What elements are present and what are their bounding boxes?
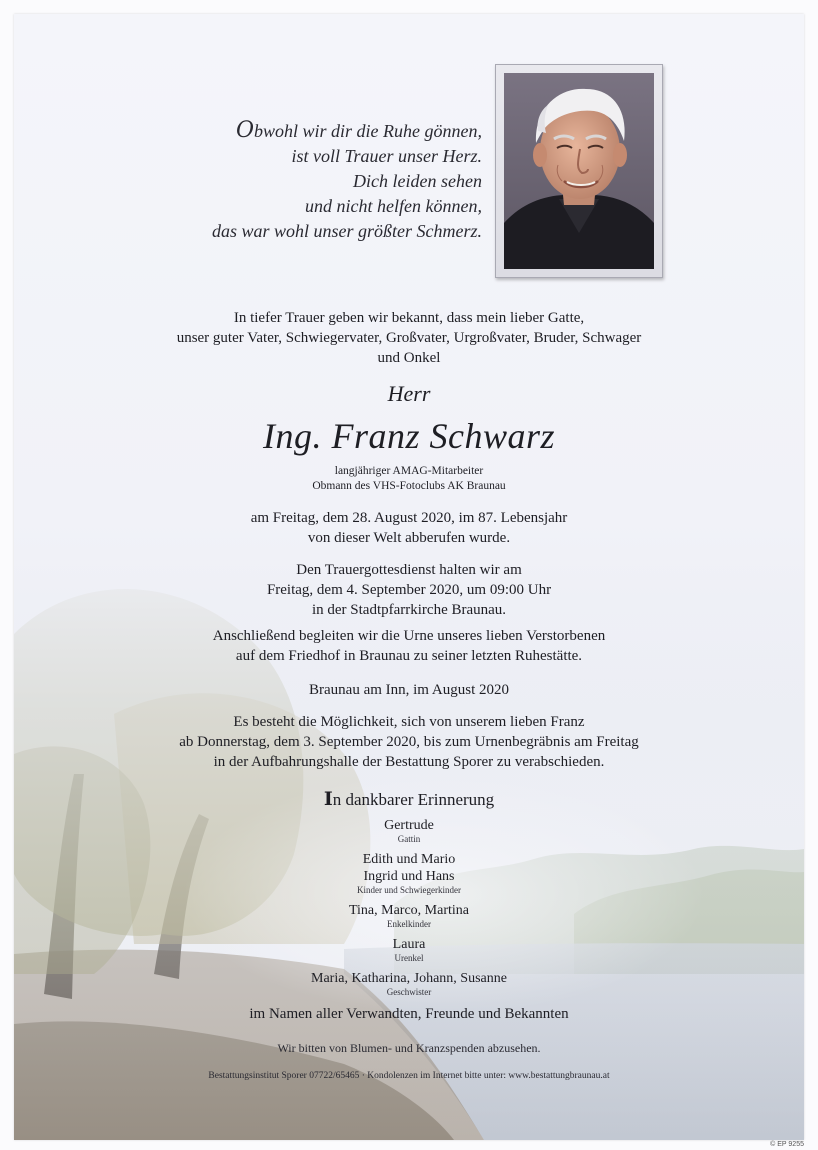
farewell-line-2: ab Donnerstag, dem 3. September 2020, bis zum Urnenbegräbnis am Freitag [179, 734, 639, 750]
poem-line-3: Dich leiden sehen [353, 171, 482, 191]
poem-initial: O [235, 118, 254, 143]
service-line-1: Den Trauergottesdienst halten wir am [296, 562, 522, 578]
parte-sheet [14, 14, 804, 1140]
service-line-2: Freitag, dem 4. September 2020, um 09:00 Uhr [266, 582, 552, 598]
poem [164, 118, 482, 244]
mourner-relation: Gattin [397, 834, 421, 844]
poem-line-2: ist voll Trauer unser Herz. [291, 146, 482, 166]
mourner-group-grandchildren [14, 902, 804, 930]
death-line-1: am Freitag, dem 28. August 2020, im 87. Lebensjahr [250, 510, 568, 526]
mourners-heading-text: n dankbarer Erinnerung [332, 790, 495, 809]
mourner-name: Ingrid und Hans [363, 869, 455, 884]
intro-line-1: In tiefer Trauer geben wir bekannt, dass mein lieber Gatte, [233, 310, 585, 326]
print-code: © EP 9255 [770, 1141, 804, 1148]
flower-note: Wir bitten von Blumen- und Kranzspenden abzusehen. [277, 1041, 541, 1055]
intro-line-3: und Onkel [377, 350, 441, 366]
mourner-name: Tina, Marco, Martina [348, 903, 470, 918]
funeral-home-footer: Bestattungsinstitut Sporer 07722/65465 · Kondolenzen im Internet bitte unter: www.bestattungbraunau.at [208, 1071, 610, 1081]
mourner-group-siblings [14, 970, 804, 998]
mourner-name: Maria, Katharina, Johann, Susanne [311, 971, 507, 986]
service-notice [14, 560, 804, 620]
portrait-frame [495, 64, 663, 278]
poem-line-1 [164, 118, 482, 144]
farewell-line-3: in der Aufbahrungshalle der Bestattung Sporer zu verabschieden. [213, 754, 605, 770]
mourner-group-children [14, 851, 804, 896]
burial-line-1: Anschließend begleiten wir die Urne unseres lieben Verstorbenen [212, 628, 606, 644]
service-line-3: in der Stadtpfarrkirche Braunau. [311, 602, 507, 618]
poem-line-1-text: bwohl wir dir die Ruhe gönnen, [254, 121, 482, 141]
salutation: Herr [387, 381, 431, 406]
mourners-list [14, 817, 804, 998]
mourner-name: Gertrude [384, 818, 434, 833]
mourner-name: Edith und Mario [362, 852, 456, 867]
mourner-relation: Kinder und Schwiegerkinder [357, 885, 461, 895]
mourner-relation: Enkelkinder [387, 919, 431, 929]
mourner-group-spouse [14, 817, 804, 845]
poem-line-5: das war wohl unser größter Schmerz. [211, 221, 482, 241]
intro-line-2: unser guter Vater, Schwiegervater, Großvater, Urgroßvater, Bruder, Schwager [176, 330, 642, 346]
mourners-closing: im Namen aller Verwandten, Freunde und Bekannten [249, 1006, 569, 1022]
place-date: Braunau am Inn, im August 2020 [309, 682, 509, 698]
role-line-2: Obmann des VHS-Fotoclubs AK Braunau [312, 480, 506, 492]
mourner-relation: Geschwister [386, 987, 432, 997]
farewell-notice [14, 712, 804, 772]
mourner-name: Laura [392, 937, 426, 952]
burial-line-2: auf dem Friedhof in Braunau zu seiner letzten Ruhestätte. [235, 648, 583, 664]
mourners-heading-initial: I [323, 788, 333, 810]
portrait-photo [504, 73, 654, 269]
mourner-group-great-grandchildren [14, 936, 804, 964]
farewell-line-1: Es besteht die Möglichkeit, sich von unserem lieben Franz [233, 714, 585, 730]
death-notice [14, 508, 804, 548]
poem-line-4: und nicht helfen können, [305, 196, 482, 216]
mourner-relation: Urenkel [394, 953, 424, 963]
roles [14, 464, 804, 494]
role-line-1: langjähriger AMAG-Mitarbeiter [334, 465, 484, 477]
deceased-name: Ing. Franz Schwarz [262, 416, 555, 456]
mourners-heading [14, 788, 804, 811]
burial-notice [14, 626, 804, 666]
death-line-2: von dieser Welt abberufen wurde. [307, 530, 511, 546]
announcement [14, 308, 804, 1092]
